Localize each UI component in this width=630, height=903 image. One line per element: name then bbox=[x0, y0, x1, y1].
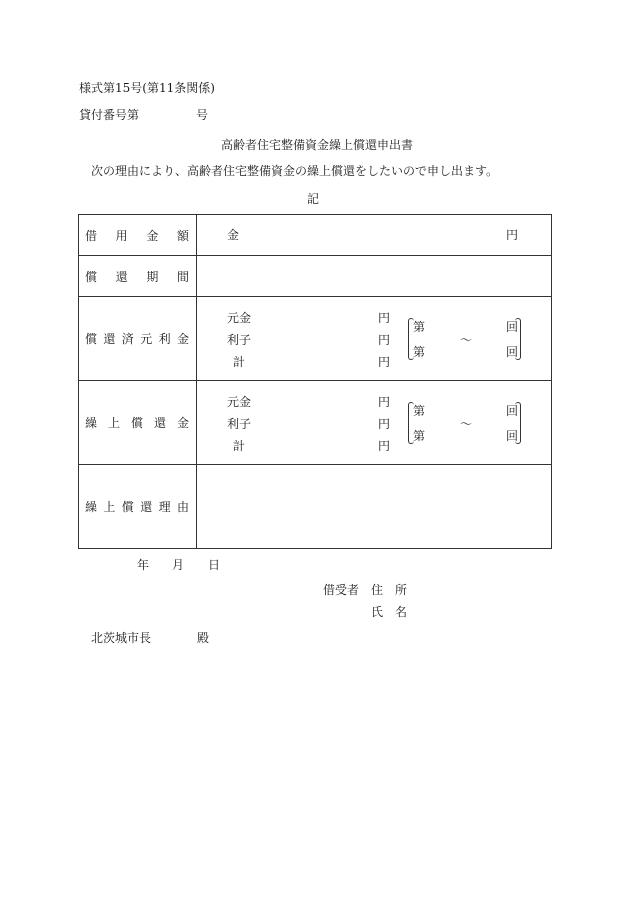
principal-label: 元金 bbox=[227, 395, 252, 409]
date-day: 日 bbox=[208, 558, 221, 572]
dai-from: 第 bbox=[413, 320, 426, 334]
principal-label: 元金 bbox=[227, 311, 252, 325]
total-label: 計 bbox=[233, 439, 246, 453]
dono-honorific: 殿 bbox=[197, 631, 210, 645]
loan-number-suffix: 号 bbox=[196, 108, 209, 122]
form-number: 様式第15号(第11条関係) bbox=[79, 81, 215, 95]
yen-text: 円 bbox=[506, 228, 519, 242]
interest-label: 利子 bbox=[227, 417, 252, 431]
value-reason bbox=[197, 465, 552, 549]
ki-heading: 記 bbox=[307, 192, 320, 206]
label-early-repayment: 繰上償還金 bbox=[85, 416, 189, 430]
label-repayment-period: 償還期間 bbox=[85, 269, 189, 284]
value-repaid-amount bbox=[197, 297, 552, 381]
tilde-text: ～ bbox=[460, 333, 473, 347]
application-table bbox=[78, 214, 552, 549]
dai-from: 第 bbox=[413, 404, 426, 418]
tilde-text: ～ bbox=[460, 417, 473, 431]
principal-yen: 円 bbox=[378, 311, 391, 325]
interest-yen: 円 bbox=[378, 333, 391, 347]
label-reason: 繰上償還理由 bbox=[85, 500, 189, 514]
row-repayment-period bbox=[79, 256, 552, 297]
row-reason bbox=[79, 465, 552, 549]
borrower-name: 氏 名 bbox=[371, 605, 408, 619]
kai-to: 回 bbox=[506, 429, 519, 443]
value-repayment-period bbox=[197, 256, 552, 297]
row-borrowed-amount bbox=[79, 215, 552, 256]
row-repaid-amount bbox=[79, 297, 552, 381]
mayor-addressee: 北茨城市長 bbox=[91, 631, 152, 645]
total-yen: 円 bbox=[378, 355, 391, 369]
dai-to: 第 bbox=[413, 429, 426, 443]
principal-yen: 円 bbox=[378, 395, 391, 409]
value-borrowed-amount bbox=[197, 215, 552, 256]
borrower-address: 住 所 bbox=[371, 583, 408, 597]
row-early-repayment bbox=[79, 381, 552, 465]
right-bracket bbox=[515, 318, 521, 360]
kin-text: 金 bbox=[227, 228, 240, 242]
label-borrowed-amount: 借用金額 bbox=[85, 228, 189, 243]
dai-to: 第 bbox=[413, 345, 426, 359]
loan-number-prefix: 貸付番号第 bbox=[79, 108, 140, 122]
date-month: 月 bbox=[172, 558, 185, 572]
total-yen: 円 bbox=[378, 439, 391, 453]
right-bracket bbox=[515, 402, 521, 444]
kai-from: 回 bbox=[506, 404, 519, 418]
total-label: 計 bbox=[233, 355, 246, 369]
label-repaid-amount: 償還済元利金 bbox=[85, 332, 189, 346]
borrower-label: 借受者 bbox=[323, 583, 360, 597]
intro-text: 次の理由により、高齢者住宅整備資金の繰上償還をしたいので申し出ます。 bbox=[91, 164, 499, 178]
value-early-repayment bbox=[197, 381, 552, 465]
document-title: 高齢者住宅整備資金繰上償還申出書 bbox=[221, 138, 414, 152]
date-year: 年 bbox=[137, 558, 150, 572]
interest-label: 利子 bbox=[227, 333, 252, 347]
kai-to: 回 bbox=[506, 345, 519, 359]
interest-yen: 円 bbox=[378, 417, 391, 431]
kai-from: 回 bbox=[506, 320, 519, 334]
